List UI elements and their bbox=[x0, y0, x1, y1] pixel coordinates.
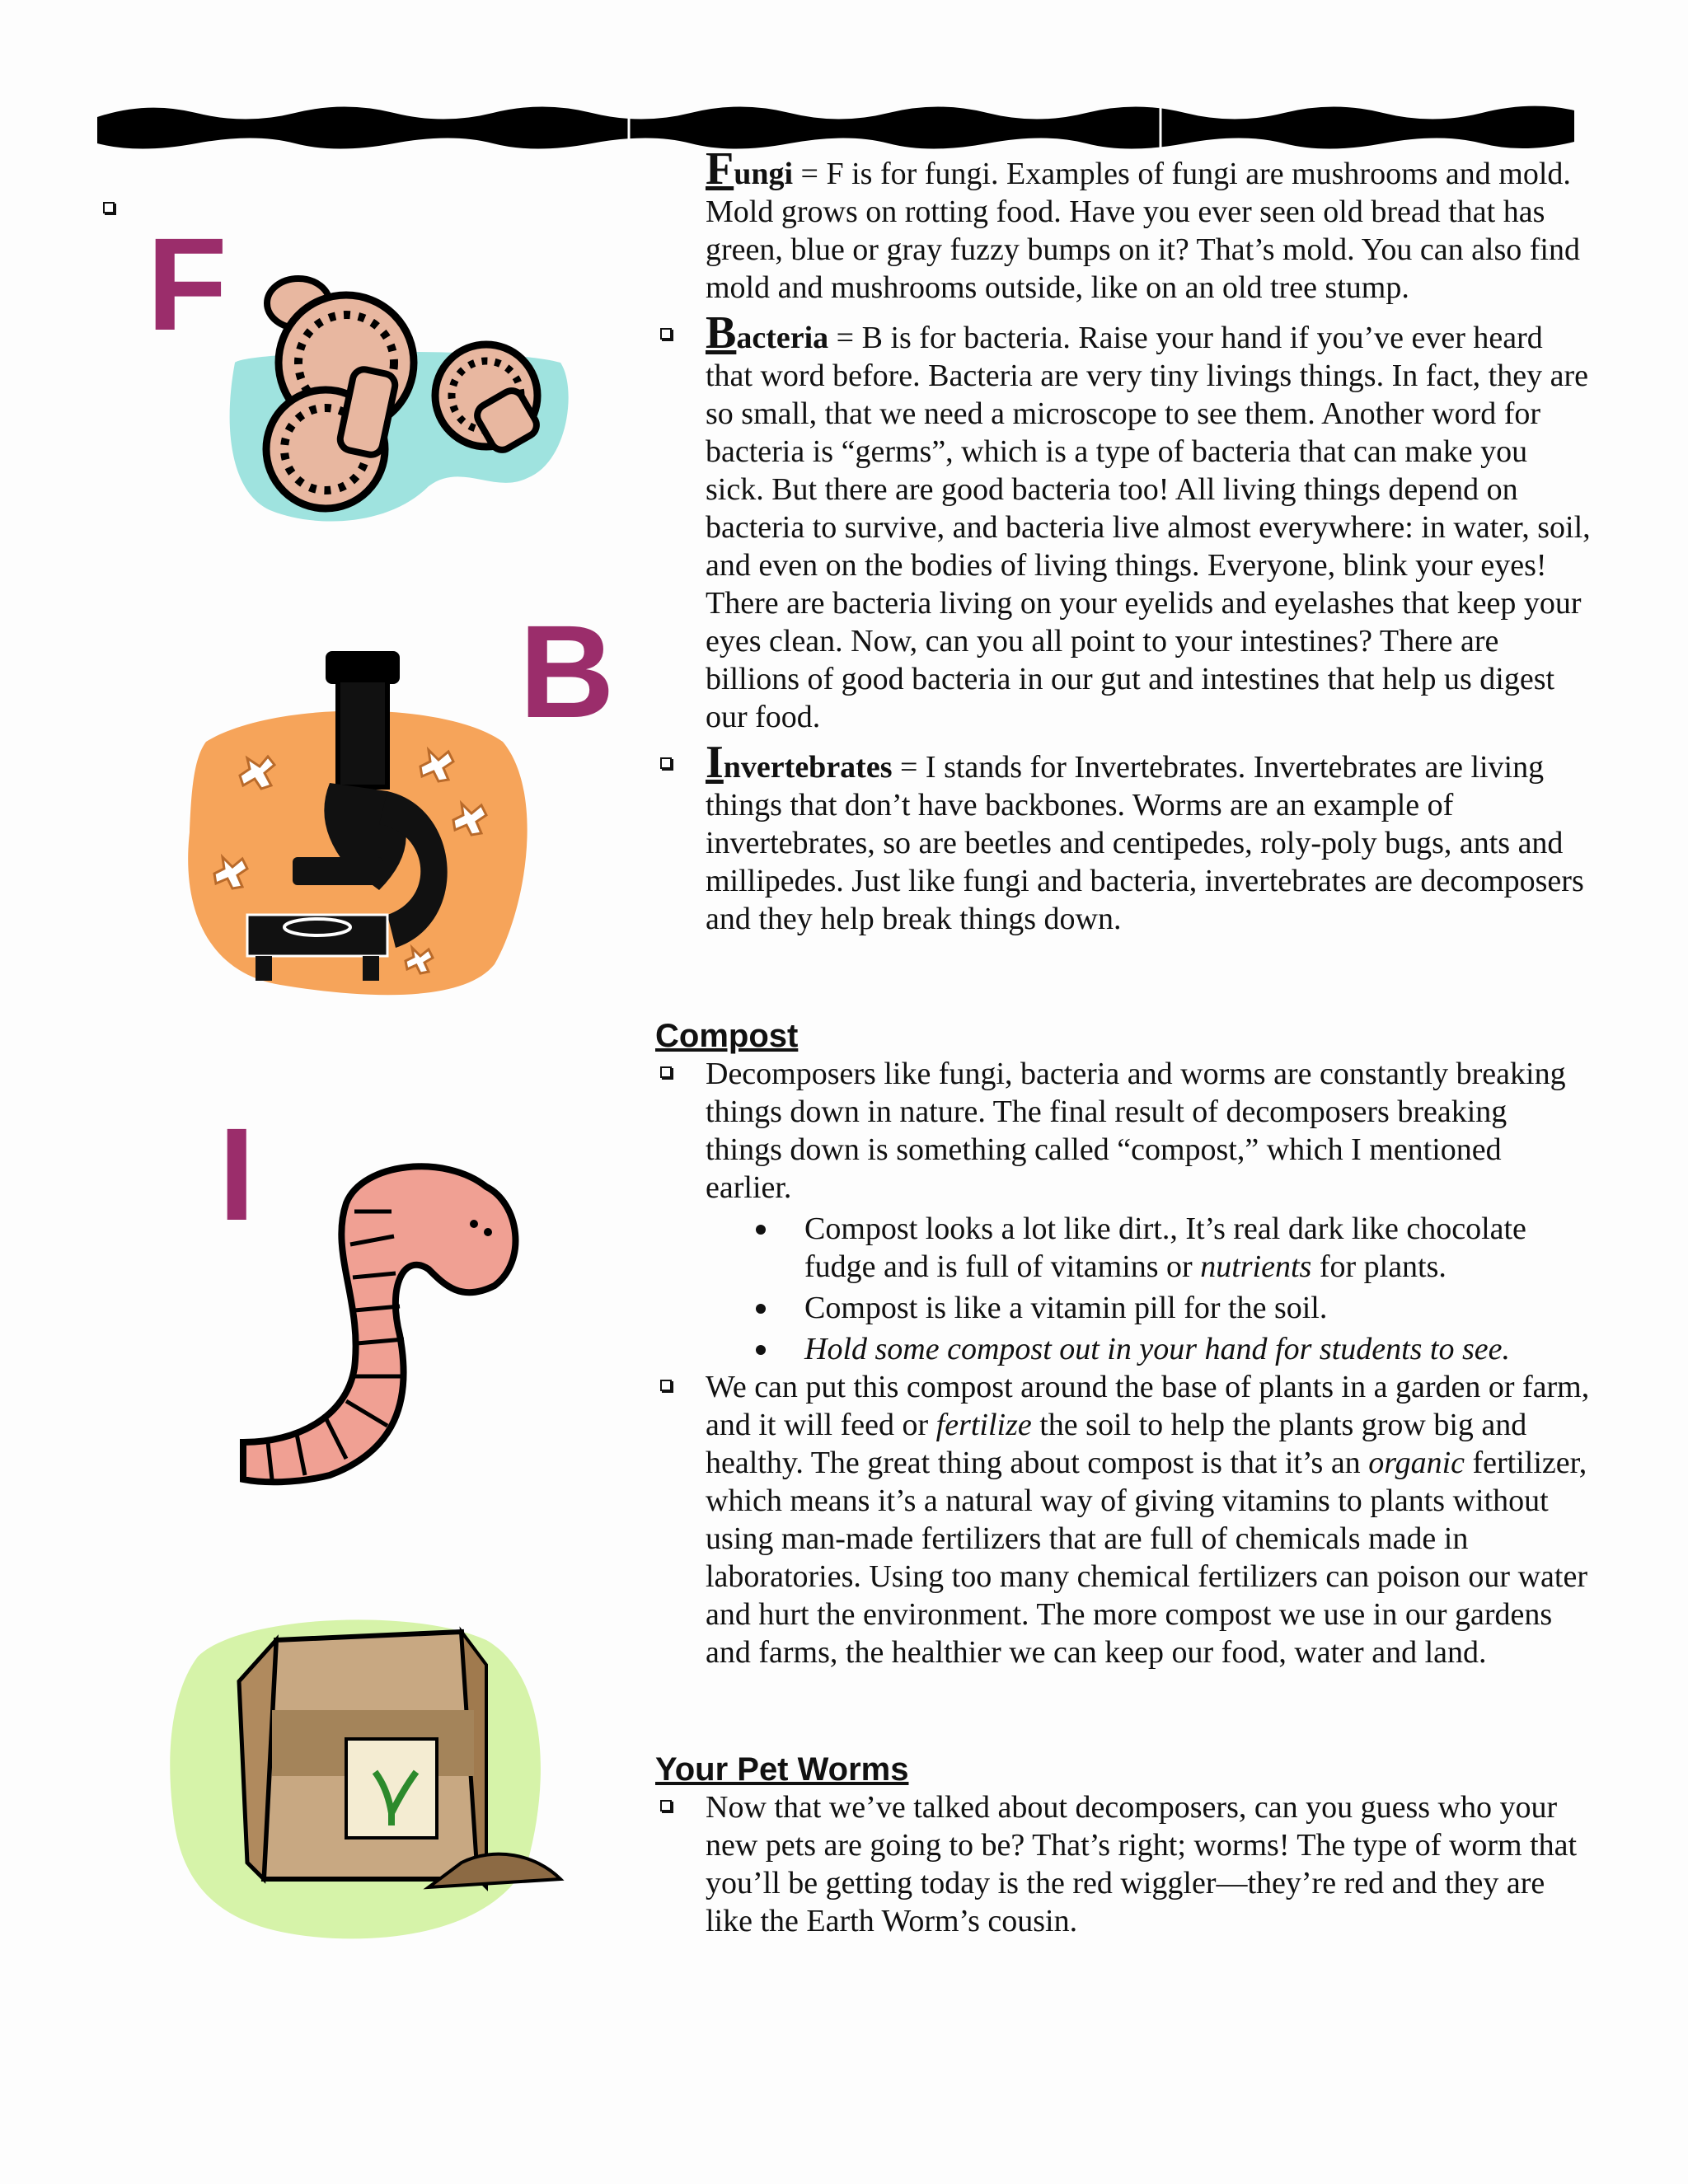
sub-item-vitamin-pill bbox=[655, 1289, 1591, 1327]
list-item-compost-fertilizer bbox=[655, 1368, 1591, 1671]
worm-illustration bbox=[243, 1166, 515, 1482]
checkbox-bullet-icon bbox=[660, 1066, 672, 1078]
paragraph-text: = I stands for Invertebrates. Invertebrates are living things that don’t have backbones. Worms are an example of invertebrates, so are beetles and centipedes, roly-poly bugs, ants and millipedes. Just like fungi and bacteria, invertebrates are decomposers and they help break things down. bbox=[706, 750, 1584, 936]
sub-text-emphasis: Hold some compost out in your hand for students to see. bbox=[804, 1332, 1511, 1366]
term: acteria bbox=[736, 321, 829, 355]
term: nvertebrates bbox=[723, 750, 893, 785]
paragraph-text: fertilizer, which means it’s a natural way of giving vitamins to plants without using man-made fertilizers that are full of chemicals made in laboratories. Using too many chemical fertilizers can poison our water and hurt the environment. The more compost we use in our gardens and farms, the healthier we can keep our food, water and land. bbox=[706, 1446, 1587, 1670]
bullet-dot-icon bbox=[756, 1225, 766, 1235]
sub-text: Compost is like a vitamin pill for the soil. bbox=[804, 1291, 1328, 1325]
drop-letter: F bbox=[706, 143, 734, 194]
paragraph-text: Decomposers like fungi, bacteria and worms are constantly breaking things down in nature. The final result of decomposers breaking things down is something called “compost,” which I mentioned earlier. bbox=[706, 1057, 1566, 1205]
letter-b: B bbox=[519, 598, 615, 745]
compost-bag-illustration bbox=[170, 1619, 560, 1938]
sub-item-hold-compost bbox=[655, 1330, 1591, 1368]
paragraph-text: Now that we’ve talked about decomposers, can you guess who your new pets are going to be? That’s right; worms! The type of worm that you’ll be getting today is the red wiggler—they’re red and they are like the Earth Worm’s cousin. bbox=[706, 1790, 1578, 1938]
drop-letter: B bbox=[706, 307, 737, 359]
paragraph-text: = B is for bacteria. Raise your hand if you’ve ever heard that word before. Bacteria are very tiny livings things. In fact, they are so small, that we need a microscope to see them. Another word for bacteria is “germs”, which is a type of bacteria that can make you sick. But there are good bacteria too! All living things depend on bacteria to survive, and bacteria live almost everywhere: in water, soil, and even on the bodies of living things. Everyone, blink your eyes! There are bacteria living on your eyelids and eyelashes that keep your eyes clean. Now, can you all point to your intestines? There are billions of good bacteria in our gut and intestines that help us digest our food. bbox=[706, 321, 1591, 734]
paragraph-emphasis: organic bbox=[1368, 1446, 1465, 1480]
sub-text-emphasis: nutrients bbox=[1200, 1249, 1312, 1284]
bullet-dot-icon bbox=[756, 1304, 766, 1314]
paragraph-text: the soil to help the plants grow big and healthy. The great thing about compost is that it’s an bbox=[706, 1408, 1527, 1480]
checkbox-bullet-icon bbox=[660, 328, 672, 340]
sub-text: Compost looks a lot like dirt., It’s real dark like chocolate fudge and is full of vitamins or bbox=[804, 1212, 1526, 1284]
letter-f: F bbox=[147, 210, 227, 358]
term: ungi bbox=[734, 157, 794, 191]
drop-letter: I bbox=[706, 737, 724, 788]
mushrooms-illustration bbox=[230, 279, 569, 521]
compost-heading: Compost bbox=[655, 1018, 799, 1054]
list-item-compost-intro bbox=[655, 1055, 1591, 1207]
checkbox-bullet-icon bbox=[660, 1800, 672, 1811]
letter-i: I bbox=[218, 1100, 256, 1248]
list-item-pet-worms bbox=[655, 1788, 1591, 1940]
list-item-invertebrates bbox=[655, 737, 1591, 938]
left-illustrations bbox=[0, 0, 659, 2184]
pet-worms-heading: Your Pet Worms bbox=[655, 1751, 909, 1788]
sub-item-compost-dirt bbox=[655, 1210, 1591, 1286]
checkbox-bullet-icon bbox=[660, 1380, 672, 1391]
list-item-fungi bbox=[655, 143, 1591, 307]
list-item-bacteria bbox=[655, 307, 1591, 736]
sub-text: for plants. bbox=[1311, 1249, 1447, 1284]
paragraph-text: = F is for fungi. Examples of fungi are mushrooms and mold. Mold grows on rotting food. Have you ever seen old bread that has green, blue or gray fuzzy bumps on it? That’s mold. You can also find mold and mushrooms outside, like on an old tree stump. bbox=[706, 157, 1580, 305]
bullet-dot-icon bbox=[756, 1345, 766, 1355]
checkbox-bullet-icon bbox=[660, 757, 672, 769]
paragraph-text: We can put this compost around the base of plants in a garden or farm, and it will feed or bbox=[706, 1370, 1590, 1442]
paragraph-emphasis: fertilize bbox=[935, 1408, 1032, 1442]
main-content bbox=[655, 143, 1591, 1940]
microscope-illustration bbox=[188, 651, 527, 995]
